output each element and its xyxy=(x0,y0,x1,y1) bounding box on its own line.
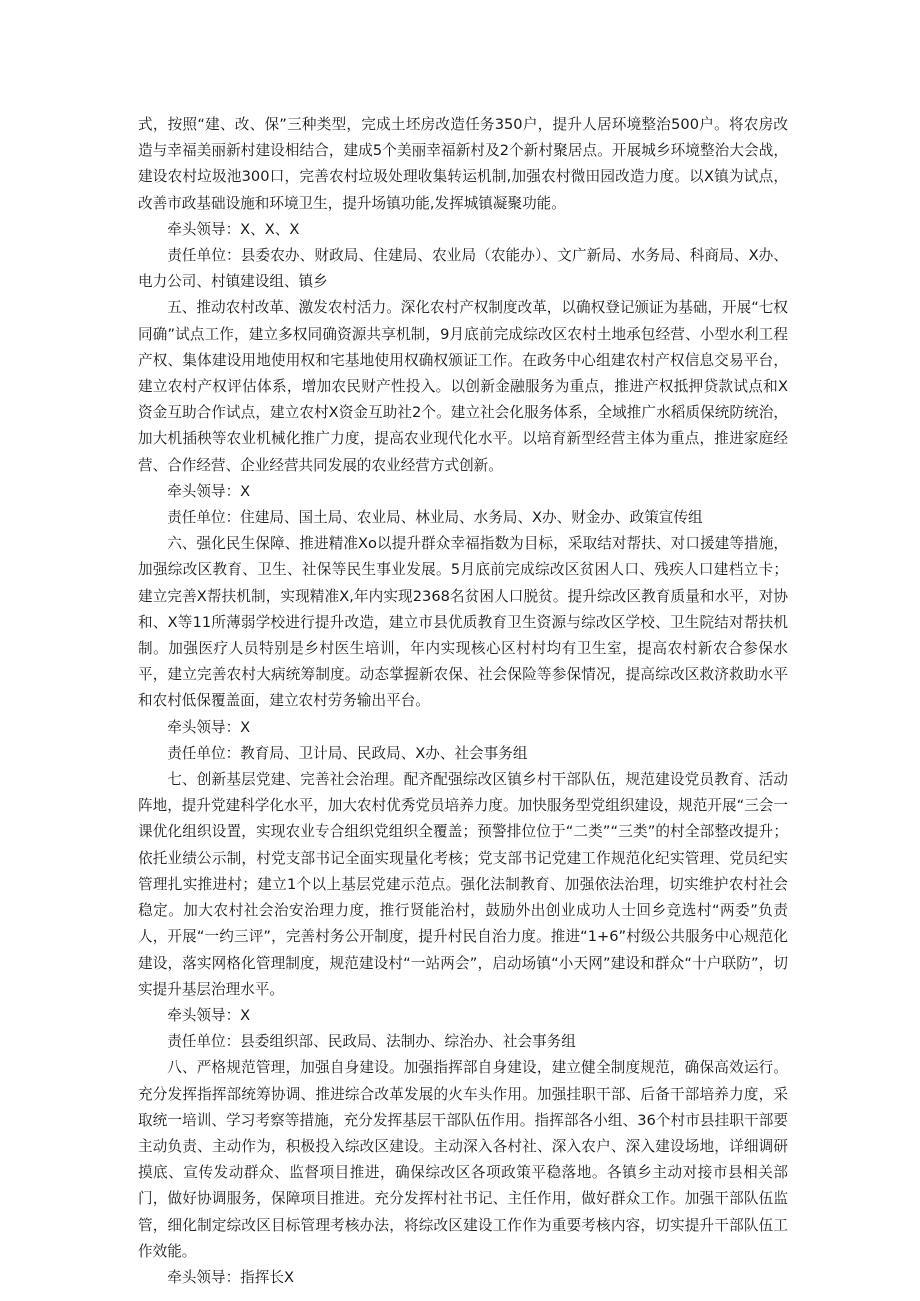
responsible-units-section-4: 责任单位：县委农办、财政局、住建局、农业局（农能办）、文广新局、水务局、科商局、X办、电力公司、村镇建设组、镇乡 xyxy=(138,247,788,291)
paragraph-section-8: 八、严格规范管理，加强自身建设。加强指挥部自身建设，建立健全制度规范，确保高效运行。充分发挥指挥部统筹协调、推进综合改革发展的火车头作用。加强挂职干部、后备干部培养力度，采取统一培训、学习考察等措施，充分发挥基层干部队伍作用。指挥部各小组、36个村市县挂职干部要主动负责、主动作为，积极投入综改区建设。主动深入各村社、深入农户、深入建设场地，详细调研摸底、宣传发动群众、监督项目推进，确保综改区各项政策平稳落地。各镇乡主动对接市县相关部门，做好协调服务，保障项目推进。充分发挥村社书记、主任作用，做好群众工作。加强干部队伍监管，细化制定综改区目标管理考核办法，将综改区建设工作作为重要考核内容，切实提升干部队伍工作效能。 xyxy=(138,1059,788,1260)
paragraph-continuation: 式，按照“建、改、保”三种类型，完成土坯房改造任务350户，提升人居环境整治500户。将农房改造与幸福美丽新村建设相结合，建成5个美丽幸福新村及2个新村聚居点。开展城乡环境整治大会战，建设农村垃圾池300口，完善农村垃圾处理收集转运机制,加强农村微田园改造力度。以X镇为试点，改善市政基础设施和环境卫生，提升场镇功能,发挥城镇凝聚功能。 xyxy=(138,116,788,212)
lead-leaders-section-4: 牵头领导：X、X、X xyxy=(167,220,300,238)
lead-leaders-section-6: 牵头领导：X xyxy=(167,718,251,736)
document-body xyxy=(138,112,788,1291)
lead-leaders-section-5: 牵头领导：X xyxy=(167,482,251,500)
responsible-units-section-7: 责任单位：县委组织部、民政局、法制办、综治办、社会事务组 xyxy=(167,1033,576,1051)
responsible-units-section-6: 责任单位：教育局、卫计局、民政局、X办、社会事务组 xyxy=(167,744,528,762)
lead-leaders-section-8: 牵头领导：指挥长X xyxy=(167,1268,294,1286)
responsible-units-section-5: 责任单位：住建局、国土局、农业局、林业局、水务局、X办、财金办、政策宣传组 xyxy=(167,509,703,527)
paragraph-section-7: 七、创新基层党建、完善社会治理。配齐配强综改区镇乡村干部队伍，规范建设党员教育、活动阵地，提升党建科学化水平，加大农村优秀党员培养力度。加快服务型党组织建设，规范开展“三会一课优化组织设置，实现农业专合组织党组织全覆盖；预警排位位于“二类”“三类”的村全部整改提升；依托业绩公示制，村党支部书记全面实现量化考核；党支部书记党建工作规范化纪实管理、党员纪实管理扎实推进村；建立1个以上基层党建示范点。强化法制教育、加强依法治理，切实维护农村社会稳定。加大农村社会治安治理力度，推行贤能治村，鼓励外出创业成功人士回乡竞选村“两委”负责人，开展“一约三评”，完善村务公开制度，提升村民自治力度。推进“1+6”村级公共服务中心规范化建设，落实网格化管理制度，规范建设村“一站两会”，启动场镇“小天网”建设和群众“十户联防”，切实提升基层治理水平。 xyxy=(138,771,788,998)
paragraph-section-5: 五、推动农村改革、激发农村活力。深化农村产权制度改革，以确权登记颁证为基础，开展“七权同确”试点工作，建立多权同确资源共享机制，9月底前完成综改区农村土地承包经营、小型水利工程产权、集体建设用地使用权和宅基地使用权确权颁证工作。在政务中心组建农村产权信息交易平台，建立农村产权评估体系，增加农民财产性投入。以创新金融服务为重点，推进产权抵押贷款试点和X资金互助合作试点，建立农村X资金互助社2个。建立社会化服务体系，全域推广水稻质保统防统治，加大机插秧等农业机械化推广力度，提高农业现代化水平。以培育新型经营主体为重点，推进家庭经营、合作经营、企业经营共同发展的农业经营方式创新。 xyxy=(138,299,788,474)
paragraph-section-6: 六、强化民生保障、推进精准Xo以提升群众幸福指数为目标，采取结对帮扶、对口援建等措施，加强综改区教育、卫生、社保等民生事业发展。5月底前完成综改区贫困人口、残疾人口建档立卡；建立完善X帮扶机制，实现精准X,年内实现2368名贫困人口脱贫。提升综改区教育质量和水平，对协和、X等11所薄弱学校进行提升改造，建立市县优质教育卫生资源与综改区学校、卫生院结对帮扶机制。加强医疗人员特别是乡村医生培训，年内实现核心区村村均有卫生室，提高农村新农合参保水平，建立完善农村大病统筹制度。动态掌握新农保、社会保险等参保情况，提高综改区救济救助水平和农村低保覆盖面，建立农村劳务输出平台。 xyxy=(138,535,788,710)
lead-leaders-section-7: 牵头领导：X xyxy=(167,1006,251,1024)
